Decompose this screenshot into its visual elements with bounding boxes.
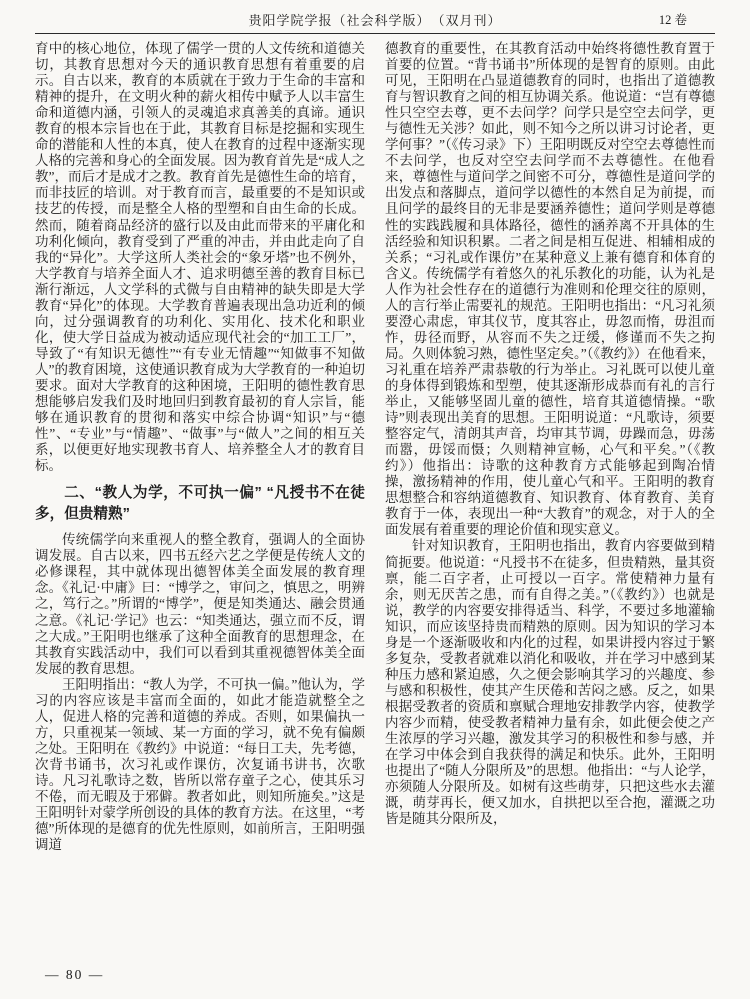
paragraph-continuation: 德教育的重要性，在其教育活动中始终将德性教育置于首要的位置。“背书诵书”所体现的是智育的原则。由此可见，王阳明在凸显道德教育的同时，也指出了道德教育与智识教育之间的相互协调关系。他说道：“岂有尊德性只空空去尊，更不去问学？问学只是空空去问学，更与德性无关涉？如此，则不知今之所以讲习讨论者，更学何事？”（《传习录》下）王阳明既反对空空去尊德性而不去问学，也反对空空去问学而不去尊德性。在他看来，尊德性与道问学之间密不可分，尊德性是道问学的出发点和落脚点，道问学以德性的本然自足为前提，而且问学的最终目的无非是要涵养德性；道问学则是尊德性的实践践履和具体路径，德性的涵养离不开具体的生活经验和知识积累。二者之间是相互促进、相辅相成的关系；“习礼或作课仿”在某种意义上兼有德育和体育的含义。传统儒学有着悠久的礼乐教化的功能，认为礼是人作为社会性存在的道德行为准则和伦理交往的原则，人的言行举止需要礼的规范。王阳明也指出：“凡习礼须要澄心肃虑，审其仪节，度其容止，毋忽而惰，毋沮而怍，毋径而野，从容而不失之迂缓，修谨而不失之拘局。久则体貌习熟，德性坚定矣。”（《教约》）在他看来，习礼重在培养严肃恭敬的行为举止。习礼既可以使儿童的身体得到锻炼和型塑，使其逐渐形成恭而有礼的言行举止，又能够坚固儿童的德性，培育其道德情操。“歌诗”则表现出美育的思想。王阳明说道：“凡歌诗，须要整容定气，清朗其声音，均审其节调，毋躁而急，毋荡而嚣，毋馁而慑；久则精神宣畅，心气和平矣。”（《教约》）他指出：诗歌的这种教育方式能够起到陶冶情操，激扬精神的作用，使儿童心气和平。王阳明的教育思想整合和容纳道德教育、知识教育、体育教育、美育教育于一体，表现出一种“大教育”的观念，对于人的全面发展有着重要的理论价值和现实意义。 (385, 41, 715, 538)
paragraph: 王阳明指出：“教人为学，不可执一偏。”他认为，学习的内容应该是丰富而全面的，如此才能造就整全之人，促进人格的完善和道德的养成。否则，如果偏执一方，只重视某一领域、某一方面的学习，就不免有偏颇之处。王阳明在《教约》中说道：“每日工夫，先考德，次背书诵书，次习礼或作课仿，次复诵书讲书，次歌诗。凡习礼歌诗之数，皆所以常存童子之心，使其乐习不倦，而无暇及于邪僻。教者如此，则知所施矣。”这是王阳明针对蒙学所创设的具体的教育方法。在这里，“考德”所体现的是德育的优先性原则，如前所言，王阳明强调道 (35, 676, 365, 853)
header-rule (35, 33, 715, 34)
section-heading: 二、“教人为学，不可执一偏” “凡授书不在徒多，但贵精熟” (35, 485, 365, 523)
left-column (35, 41, 365, 853)
paragraph: 传统儒学向来重视人的整全教育，强调人的全面协调发展。自古以来，四书五经六艺之学便是传统人文的必修课程，其中就体现出德智体美全面发展的教育理念。《礼记·中庸》曰：“博学之，审问之，慎思之，明辨之，笃行之。”所谓的“博学”，便是知类通达、融会贯通之意。《礼记·学记》也云：“知类通达，强立而不反，谓之大成。”王阳明也继承了这种全面教育的思想理念，在其教育实践活动中，我们可以看到其重视德智体美全面发展的教育思想。 (35, 532, 365, 676)
article-body (35, 41, 715, 853)
page-number: — 80 — (45, 967, 105, 982)
paragraph-continuation: 育中的核心地位，体现了儒学一贯的人文传统和道德关切，其教育思想对今天的通识教育思想有着重要的启示。自古以来，教育的本质就在于致力于生命的丰富和精神的提升，在文明火种的薪火相传中赋予人以丰富生命和道德内涵，引领人的灵魂追求真善美的真谛。通识教育的根本宗旨也在于此，其教育目标是挖掘和实现生命的潜能和人性的本真，使人在教育的过程中逐渐实现人格的完善和身心的全面发展。因为教育首先是“成人之教”，而后才是成才之教。教育首先是德性生命的培育，而非技匠的培训。对于教育而言，最重要的不是知识或技艺的传授，而是整全人格的型塑和自由生命的长成。然而，随着商品经济的盛行以及由此而带来的平庸化和功利化倾向，教育受到了严重的冲击，并由此走向了自我的“异化”。大学这所人类社会的“象牙塔”也不例外，大学教育与培养全面人才、追求明德至善的教育目标已渐行渐远，人文学科的式微与自由精神的缺失即是大学教育“异化”的体现。大学教育普遍表现出急功近利的倾向，过分强调教育的功利化、实用化、技术化和职业化，使大学日益成为被动适应现代社会的“加工工厂”，导致了“有知识无德性”“有专业无情趣”“知做事不知做人”的教育困境，这使通识教育成为大学教育的一种迫切要求。面对大学教育的这种困境，王阳明的德性教育思想能够启发我们及时地回归到教育最初的育人宗旨，能够在通识教育的贯彻和落实中综合协调“知识”与“德性”、“专业”与“情趣”、“做事”与“做人”之间的相互关系，以便更好地实现教书育人、培养整全人才的教育目标。 (35, 41, 365, 474)
page-header (35, 10, 715, 32)
volume-label: 12 卷 (658, 13, 687, 27)
paragraph: 针对知识教育，王阳明也指出，教育内容要做到精简扼要。他说道：“凡授书不在徒多，但贵精熟，量其资禀，能二百字者，止可授以一百字。常使精神力量有余，则无厌苦之患，而有自得之美。”（《教约》）也就是说，教学的内容要安排得适当、科学，不要过多地灌输知识，而应该坚持贵而精熟的原则。因为知识的学习本身是一个逐渐吸收和内化的过程，如果讲授内容过于繁多复杂，受教者就难以消化和吸收，并在学习中感到某种压力感和紧迫感，久之便会影响其学习的兴趣度、参与感和积极性，使其产生厌倦和苦闷之感。反之，如果根据受教者的资质和禀赋合理地安排教学内容，使教学内容少而精，使受教者精神力量有余，如此便会使之产生浓厚的学习兴趣，激发其学习的积极性和参与感，并在学习中体会到自我获得的满足和快乐。此外，王阳明也提出了“随人分限所及”的思想。他指出：“与人论学，亦须随人分限所及。如树有这些萌芽，只把这些水去灌溉，萌芽再长，便又加水，自拱把以至合抱，灌溉之功皆是随其分限所及， (385, 538, 715, 827)
journal-title: 贵阳学院学报（社会科学版） （双月刊） (248, 13, 502, 28)
right-column (385, 41, 715, 853)
